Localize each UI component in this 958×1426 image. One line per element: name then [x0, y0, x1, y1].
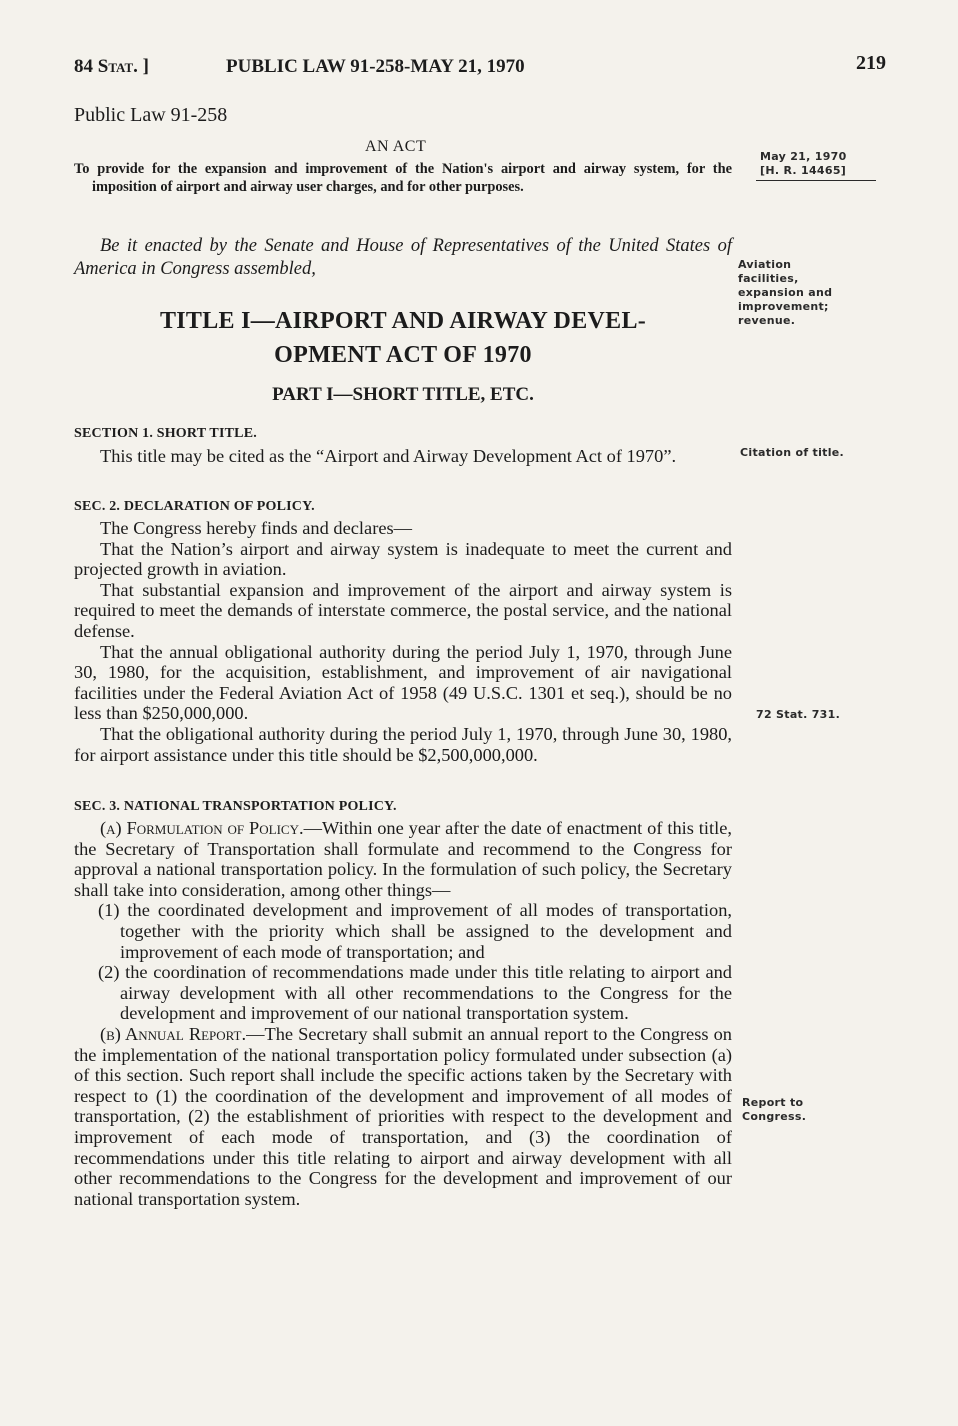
volume-reference: 84 Stat. ]	[74, 56, 149, 77]
margin-rule	[756, 180, 876, 181]
enacting-clause	[74, 235, 732, 281]
subsection-a-text: —Within one year after the date of enactment of this title, the Secretary of Transportation shall formulate and recommend to the Congress for approval a national transportation policy. In the formulation of such policy, the Secretary shall take into consideration, among other things—	[74, 818, 732, 900]
section-2-paragraph: That substantial expansion and improvement of the airport and airway system is required to meet the demands of interstate commerce, the postal service, and the national defense.	[74, 579, 732, 641]
subsection-a-label: (a) Formulation of Policy.	[100, 818, 304, 838]
act-purpose-text: To provide for the expansion and improvement of the Nation's airport and airway system, for the imposition of airport and airway user charges, and for other purposes.	[74, 161, 732, 195]
enactment-date: May 21, 1970	[760, 150, 847, 163]
law-and-date: PUBLIC LAW 91-258-MAY 21, 1970	[226, 56, 525, 77]
an-act-label: AN ACT	[365, 138, 427, 155]
section-2-paragraph: That the annual obligational authority during the period July 1, 1970, through June 30, 1980, for the acquisition, establishment, and improvement of air navigational facilities under the Federal Aviation Act of 1958 (49 U.S.C. 1301 et seq.), should be no less than $250,000,000.	[74, 641, 732, 724]
subsection-b	[74, 1024, 732, 1209]
section-2-paragraph: That the Nation’s airport and airway system is inadequate to meet the current and projected growth in aviation.	[74, 538, 732, 580]
act-purpose	[74, 160, 732, 196]
title-heading-line1: TITLE I—AIRPORT AND AIRWAY DEVEL-	[159, 308, 647, 334]
margin-note-aviation: Aviation facilities, expansion and improvement; revenue.	[738, 258, 833, 327]
bill-number: [H. R. 14465]	[760, 164, 847, 177]
section-3-heading: SEC. 3. NATIONAL TRANSPORTATION POLICY.	[74, 799, 397, 814]
section-3-body	[74, 818, 732, 1209]
part-heading: PART I—SHORT TITLE, ETC.	[272, 384, 534, 405]
subsection-a-item-2: (2) the coordination of recommendations made under this title relating to airport and airway development with all other recommendations to the Congress for the development and improvement of our national transportation system.	[98, 962, 732, 1024]
section-2-paragraph: The Congress hereby finds and declares—	[100, 518, 413, 538]
section-1-body	[74, 446, 732, 467]
section-2-heading: SEC. 2. DECLARATION OF POLICY.	[74, 499, 315, 514]
enacting-clause-text: Be it enacted by the Senate and House of Representatives of the United States of America in Congress assembled,	[74, 236, 732, 279]
subsection-a	[74, 818, 732, 900]
section-2-body	[74, 518, 732, 765]
subsection-a-item-1: (1) the coordinated development and improvement of all modes of transportation, together with the priority which shall be assigned to the development and improvement of each mode of transportation; and	[98, 900, 732, 962]
subsection-b-text: —The Secretary shall submit an annual report to the Congress on the implementation of the national transportation policy formulated under subsection (a) of this section. Such report shall include the specific actions taken by the Secretary with respect to (1) the coordination of the development and improvement of all modes of transportation, (2) the establishment of priorities with respect to the development and improvement of each mode of transportation, and (3) the coordination of recommendations under this title relating to airport and airway development with all other recommendations to the Congress for the development and improvement of our national transportation system.	[74, 1023, 732, 1209]
page-number: 219	[856, 52, 886, 74]
subsection-b-label: (b) Annual Report.	[100, 1023, 247, 1044]
section-2-paragraph: That the obligational authority during the period July 1, 1970, through June 30, 1980, for airport assistance under this title should be $2,500,000,000.	[74, 723, 732, 765]
margin-note-citation: Citation of title.	[740, 446, 845, 459]
running-header	[74, 52, 886, 82]
margin-note-statute: 72 Stat. 731.	[756, 708, 841, 721]
margin-note-report: Report to Congress.	[742, 1096, 807, 1123]
title-heading-line2: OPMENT ACT OF 1970	[274, 342, 532, 368]
title-heading	[74, 304, 732, 372]
section-1-text: This title may be cited as the “Airport and Airway Development Act of 1970”.	[100, 446, 677, 466]
public-law-label: Public Law 91-258	[74, 104, 228, 126]
section-1-heading: SECTION 1. SHORT TITLE.	[74, 426, 257, 441]
margin-note-date	[760, 150, 890, 178]
